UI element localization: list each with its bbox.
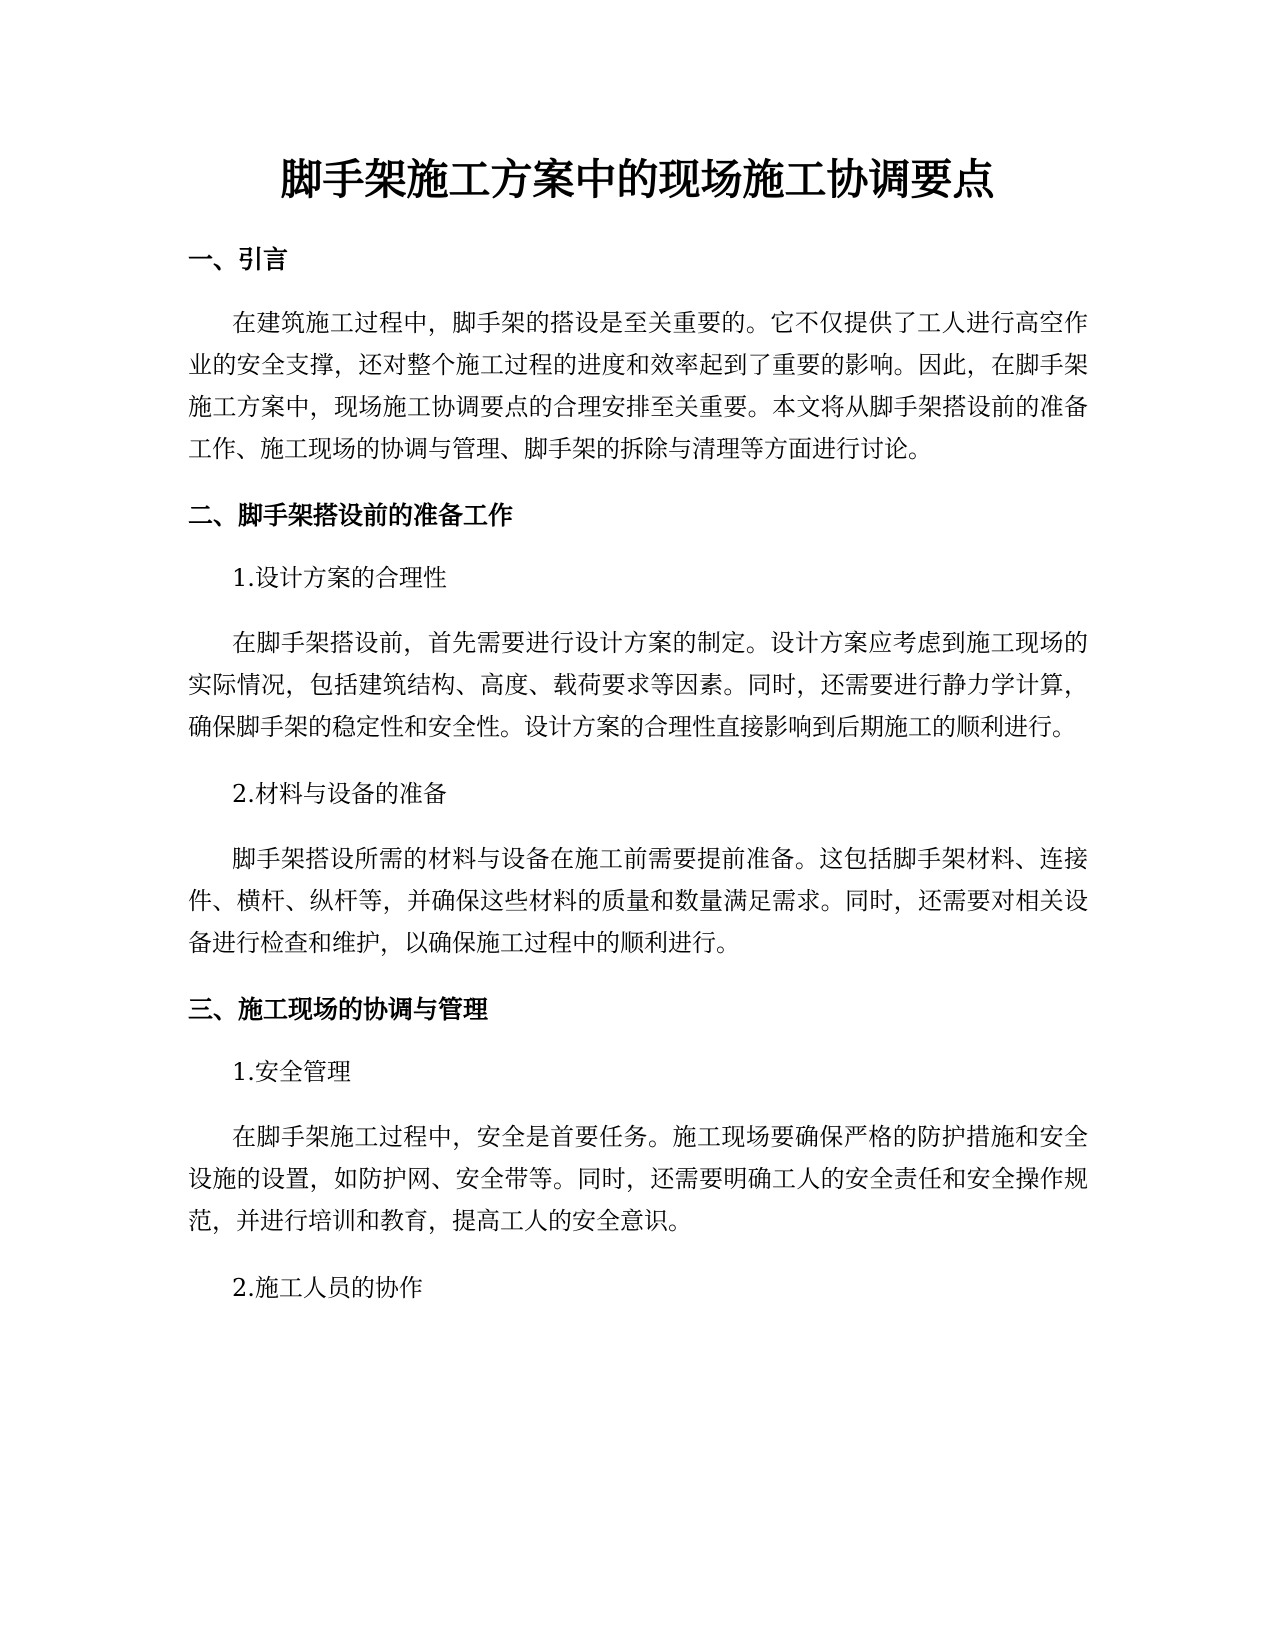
section-introduction-paragraph: 在建筑施工过程中，脚手架的搭设是至关重要的。它不仅提供了工人进行高空作业的安全支撑，还对整个施工过程的进度和效率起到了重要的影响。因此，在脚手架施工方案中，现场施工协调要点的合理安排至关重要。本文将从脚手架搭设前的准备工作、施工现场的协调与管理、脚手架的拆除与清理等方面进行讨论。 bbox=[188, 309, 1088, 463]
subsection-title-design: 1.设计方案的合理性 bbox=[232, 564, 447, 592]
section-heading-introduction: 一、引言 bbox=[188, 245, 289, 274]
document-body bbox=[188, 240, 1088, 1308]
subsection-materials-paragraph: 脚手架搭设所需的材料与设备在施工前需要提前准备。这包括脚手架材料、连接件、横杆、纵杆等，并确保这些材料的质量和数量满足需求。同时，还需要对相关设备进行检查和维护，以确保施工过程中的顺利进行。 bbox=[188, 845, 1088, 957]
document-title: 脚手架施工方案中的现场施工协调要点 bbox=[280, 155, 995, 204]
subsection-title-materials: 2.材料与设备的准备 bbox=[232, 780, 447, 808]
section-heading-preparation: 二、脚手架搭设前的准备工作 bbox=[188, 501, 514, 530]
subsection-title-safety: 1.安全管理 bbox=[232, 1058, 351, 1086]
subsection-safety-paragraph: 在脚手架施工过程中，安全是首要任务。施工现场要确保严格的防护措施和安全设施的设置，如防护网、安全带等。同时，还需要明确工人的安全责任和安全操作规范，并进行培训和教育，提高工人的安全意识。 bbox=[188, 1123, 1088, 1235]
section-heading-site-coordination: 三、施工现场的协调与管理 bbox=[188, 995, 489, 1024]
subsection-design-paragraph: 在脚手架搭设前，首先需要进行设计方案的制定。设计方案应考虑到施工现场的实际情况，包括建筑结构、高度、载荷要求等因素。同时，还需要进行静力学计算，确保脚手架的稳定性和安全性。设计方案的合理性直接影响到后期施工的顺利进行。 bbox=[188, 629, 1088, 741]
subsection-title-worker-cooperation: 2.施工人员的协作 bbox=[232, 1274, 423, 1302]
